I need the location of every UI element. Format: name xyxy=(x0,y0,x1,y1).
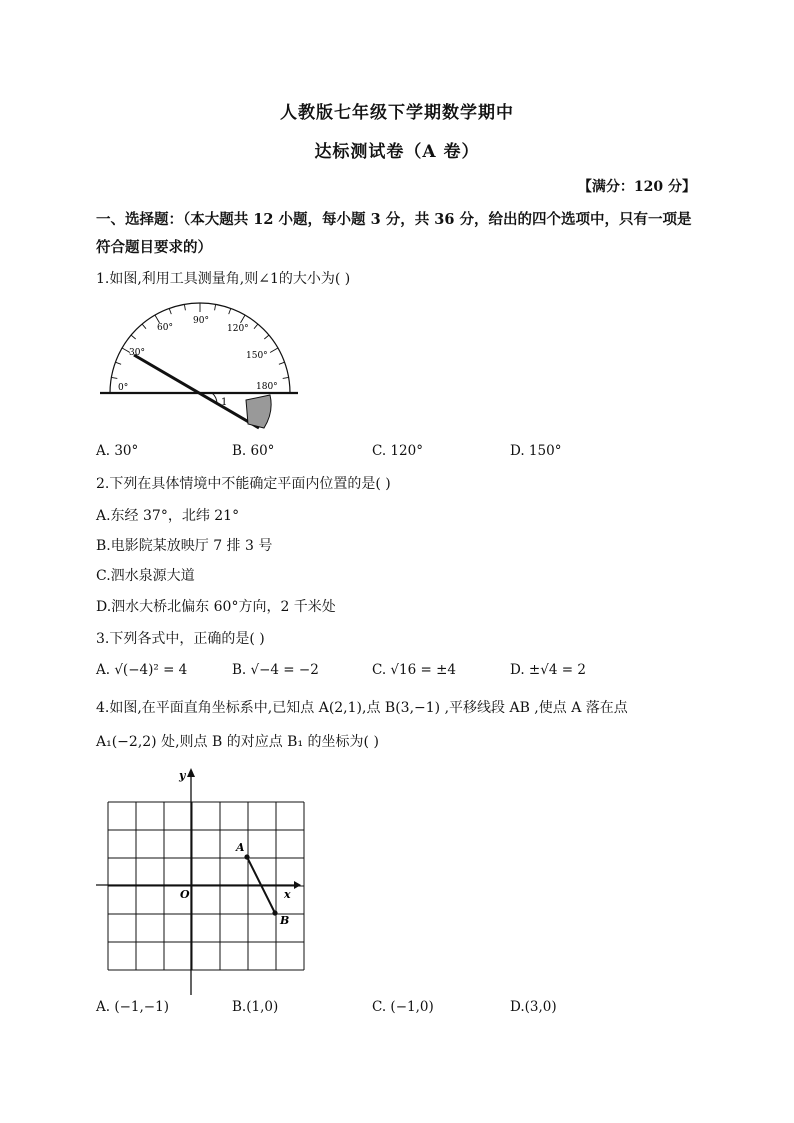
q1-stem: 1.如图,利用工具测量角,则∠1的大小为( ) xyxy=(96,271,351,287)
q2-option-d[interactable]: D.泗水大桥北偏东 60°方向，2 千米处 xyxy=(96,599,336,615)
protractor-tick xyxy=(184,304,185,310)
protractor-tick xyxy=(264,335,269,339)
q4-stem-line1: 4.如图,在平面直角坐标系中,已知点 A(2,1),点 B(3,−1) ,平移线段 AB ,使点 A 落在点 xyxy=(96,700,628,716)
protractor-tick xyxy=(115,362,121,364)
q4-option-d[interactable]: D.(3,0) xyxy=(510,999,557,1015)
protractor-tick xyxy=(131,335,136,339)
label-30: 30° xyxy=(129,348,145,358)
q1-option-c[interactable]: C. 120° xyxy=(372,443,423,459)
protractor-figure xyxy=(96,300,306,435)
x-axis-arrow xyxy=(294,881,301,889)
label-60: 60° xyxy=(157,323,173,333)
label-120: 120° xyxy=(227,324,249,334)
q3-stem: 3.下列各式中，正确的是( ) xyxy=(96,631,265,647)
full-score: 【满分：120 分】 xyxy=(577,179,696,195)
q4-stem-line2: A₁(−2,2) 处,则点 B 的对应点 B₁ 的坐标为( ) xyxy=(96,734,379,750)
point-a xyxy=(244,854,249,859)
exam-subtitle: 达标测试卷（A 卷） xyxy=(314,142,480,162)
q4-option-c[interactable]: C. (−1,0) xyxy=(372,999,434,1015)
point-a-label: A xyxy=(236,841,245,854)
ruler-end xyxy=(246,395,271,428)
grid-lines xyxy=(108,802,304,970)
protractor-tick xyxy=(229,308,231,314)
q2-stem: 2.下列在具体情境中不能确定平面内位置的是( ) xyxy=(96,476,391,492)
protractor-tick xyxy=(283,377,289,378)
q1-option-b[interactable]: B. 60° xyxy=(232,443,275,459)
q1-option-a[interactable]: A. 30° xyxy=(96,443,139,459)
q2-option-b[interactable]: B.电影院某放映厅 7 排 3 号 xyxy=(96,538,273,554)
q2-option-a[interactable]: A.东经 37°，北纬 21° xyxy=(96,508,240,524)
y-axis-label: y xyxy=(179,769,186,782)
q4-option-b[interactable]: B.(1,0) xyxy=(232,999,279,1015)
coordinate-grid-figure xyxy=(96,765,311,995)
protractor-tick xyxy=(254,324,258,329)
q3-option-b[interactable]: B. √−4 = −2 xyxy=(232,662,319,678)
angle-label: 1 xyxy=(221,397,228,408)
exam-title: 人教版七年级下学期数学期中 xyxy=(280,103,514,123)
protractor-tick xyxy=(155,315,160,323)
protractor-tick xyxy=(241,315,246,323)
protractor-tick xyxy=(270,348,278,353)
q2-option-c[interactable]: C.泗水泉源大道 xyxy=(96,568,195,584)
protractor-tick xyxy=(111,377,117,378)
origin-label: O xyxy=(180,888,190,901)
protractor-tick xyxy=(142,324,146,329)
q3-option-d[interactable]: D. ±√4 = 2 xyxy=(510,662,586,678)
label-0: 0° xyxy=(118,383,129,393)
y-axis-arrow xyxy=(187,768,195,777)
q1-option-d[interactable]: D. 150° xyxy=(510,443,562,459)
protractor-tick xyxy=(215,304,216,310)
protractor-tick xyxy=(169,308,171,314)
point-b-label: B xyxy=(280,914,290,927)
label-180: 180° xyxy=(256,382,278,392)
q4-option-a[interactable]: A. (−1,−1) xyxy=(96,999,169,1015)
label-150: 150° xyxy=(246,351,268,361)
label-90: 90° xyxy=(193,316,209,326)
point-b xyxy=(272,910,277,915)
section-heading: 一、选择题：（本大题共 12 小题，每小题 3 分，共 36 分，给出的四个选项中，只有一项是符合题目要求的） xyxy=(96,211,692,256)
q3-option-c[interactable]: C. √16 = ±4 xyxy=(372,662,457,678)
measuring-ruler xyxy=(134,355,259,428)
x-axis-label: x xyxy=(284,888,291,901)
q3-option-a[interactable]: A. √(−4)² = 4 xyxy=(96,662,188,678)
protractor-tick xyxy=(279,362,285,364)
